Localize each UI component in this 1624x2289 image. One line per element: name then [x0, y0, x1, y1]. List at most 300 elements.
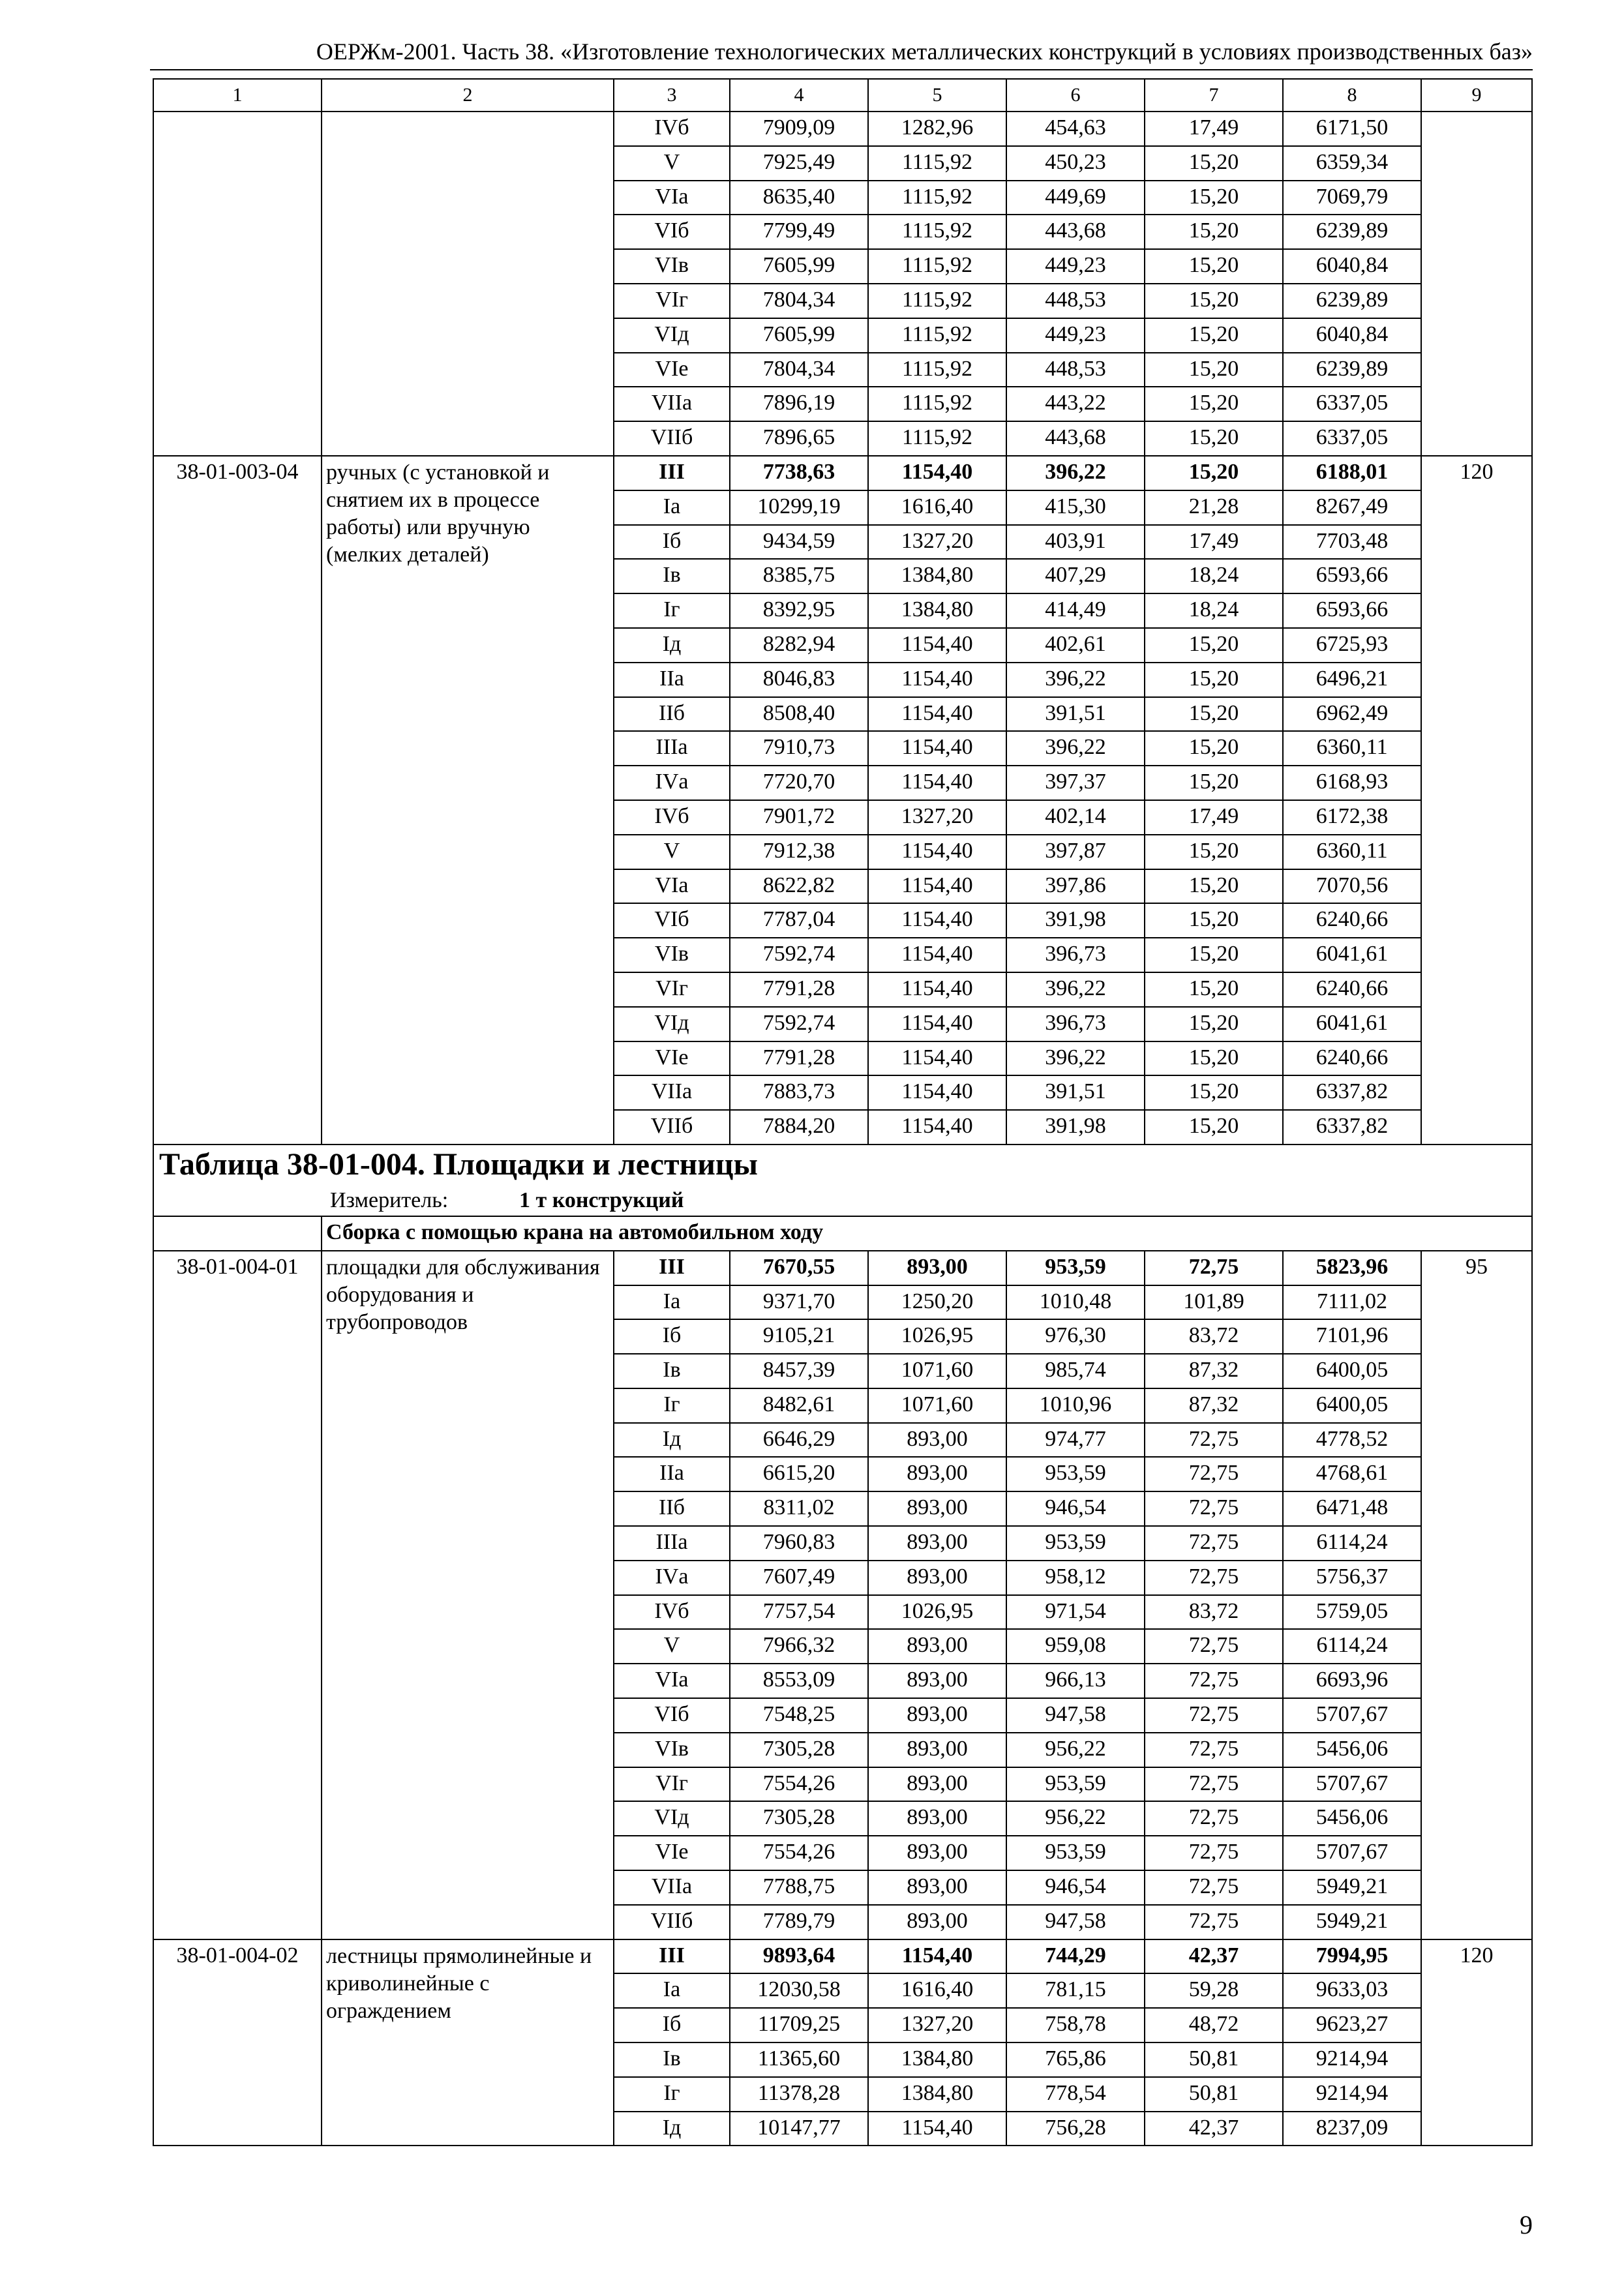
- value-cell: 396,22: [1006, 456, 1145, 490]
- value-cell: 1384,80: [868, 559, 1006, 593]
- value-cell: 397,86: [1006, 869, 1145, 904]
- value-cell: 11378,28: [730, 2077, 868, 2112]
- item-code: 38-01-003-04: [153, 456, 322, 1144]
- value-cell: 959,08: [1006, 1629, 1145, 1664]
- value-cell: 4778,52: [1283, 1423, 1421, 1458]
- value-cell: 7789,79: [730, 1905, 868, 1939]
- value-cell: 6337,82: [1283, 1110, 1421, 1144]
- zone-cell: Iв: [614, 1354, 730, 1388]
- value-cell: 5707,67: [1283, 1767, 1421, 1802]
- zone-cell: IVб: [614, 112, 730, 146]
- value-cell: 893,00: [868, 1561, 1006, 1595]
- zone-cell: IIа: [614, 1457, 730, 1491]
- value-cell: 72,75: [1145, 1870, 1283, 1905]
- value-cell: 72,75: [1145, 1561, 1283, 1595]
- value-cell: 7909,09: [730, 112, 868, 146]
- zone-cell: V: [614, 1629, 730, 1664]
- value-cell: 1115,92: [868, 215, 1006, 249]
- value-cell: 72,75: [1145, 1491, 1283, 1526]
- value-cell: 1010,96: [1006, 1388, 1145, 1423]
- value-cell: 15,20: [1145, 353, 1283, 387]
- col9-value: 120: [1421, 1939, 1532, 2146]
- value-cell: 7592,74: [730, 938, 868, 972]
- value-cell: 87,32: [1145, 1388, 1283, 1423]
- value-cell: 7607,49: [730, 1561, 868, 1595]
- value-cell: 6239,89: [1283, 353, 1421, 387]
- value-cell: 18,24: [1145, 593, 1283, 628]
- zone-cell: IIб: [614, 697, 730, 732]
- value-cell: 6041,61: [1283, 1007, 1421, 1041]
- value-cell: 1384,80: [868, 2042, 1006, 2077]
- zone-cell: VIа: [614, 869, 730, 904]
- value-cell: 5707,67: [1283, 1836, 1421, 1870]
- value-cell: 87,32: [1145, 1354, 1283, 1388]
- value-cell: 50,81: [1145, 2077, 1283, 2112]
- value-cell: 7788,75: [730, 1870, 868, 1905]
- table-body-38-01-004: [153, 1144, 1532, 2146]
- value-cell: 7592,74: [730, 1007, 868, 1041]
- value-cell: 15,20: [1145, 938, 1283, 972]
- value-cell: 6239,89: [1283, 215, 1421, 249]
- value-cell: 6693,96: [1283, 1664, 1421, 1698]
- value-cell: 6172,38: [1283, 800, 1421, 835]
- value-cell: 7757,54: [730, 1595, 868, 1630]
- value-cell: 15,20: [1145, 215, 1283, 249]
- value-cell: 893,00: [868, 1836, 1006, 1870]
- value-cell: 1616,40: [868, 1973, 1006, 2008]
- value-cell: 414,49: [1006, 593, 1145, 628]
- value-cell: 744,29: [1006, 1939, 1145, 1974]
- colnum-cell: 1: [153, 79, 322, 112]
- value-cell: 72,75: [1145, 1801, 1283, 1836]
- value-cell: 1616,40: [868, 490, 1006, 525]
- zone-cell: IVб: [614, 800, 730, 835]
- price-table: [153, 78, 1533, 2146]
- zone-cell: V: [614, 835, 730, 869]
- zone-cell: III: [614, 1251, 730, 1285]
- value-cell: 15,20: [1145, 731, 1283, 766]
- value-cell: 781,15: [1006, 1973, 1145, 2008]
- value-cell: 9623,27: [1283, 2008, 1421, 2042]
- value-cell: 1154,40: [868, 663, 1006, 697]
- value-cell: 956,22: [1006, 1801, 1145, 1836]
- value-cell: 402,61: [1006, 628, 1145, 663]
- zone-cell: V: [614, 146, 730, 181]
- value-cell: 893,00: [868, 1698, 1006, 1733]
- subheading-row: [153, 1216, 1532, 1251]
- value-cell: 449,23: [1006, 249, 1145, 284]
- value-cell: 48,72: [1145, 2008, 1283, 2042]
- value-cell: 6400,05: [1283, 1388, 1421, 1423]
- value-cell: 7070,56: [1283, 869, 1421, 904]
- value-cell: 449,23: [1006, 318, 1145, 353]
- value-cell: 443,68: [1006, 215, 1145, 249]
- value-cell: 15,20: [1145, 663, 1283, 697]
- value-cell: 7791,28: [730, 972, 868, 1007]
- value-cell: 6360,11: [1283, 835, 1421, 869]
- value-cell: 6168,93: [1283, 766, 1421, 800]
- value-cell: 443,22: [1006, 387, 1145, 421]
- zone-cell: VIIа: [614, 387, 730, 421]
- zone-cell: IVа: [614, 1561, 730, 1595]
- value-cell: 7111,02: [1283, 1285, 1421, 1320]
- value-cell: 6593,66: [1283, 593, 1421, 628]
- value-cell: 11709,25: [730, 2008, 868, 2042]
- value-cell: 6725,93: [1283, 628, 1421, 663]
- zone-cell: VIг: [614, 284, 730, 318]
- value-cell: 1071,60: [868, 1354, 1006, 1388]
- value-cell: 765,86: [1006, 2042, 1145, 2077]
- value-cell: 17,49: [1145, 800, 1283, 835]
- measure-value: 1 т конструкций: [519, 1188, 684, 1212]
- table-row: [153, 1939, 1532, 1974]
- value-cell: 83,72: [1145, 1319, 1283, 1354]
- value-cell: 391,51: [1006, 697, 1145, 732]
- value-cell: 7896,19: [730, 387, 868, 421]
- value-cell: 946,54: [1006, 1870, 1145, 1905]
- value-cell: 407,29: [1006, 559, 1145, 593]
- value-cell: 1154,40: [868, 972, 1006, 1007]
- value-cell: 396,73: [1006, 938, 1145, 972]
- description-cell-continued: [322, 112, 614, 456]
- value-cell: 391,51: [1006, 1075, 1145, 1110]
- value-cell: 6337,82: [1283, 1075, 1421, 1110]
- value-cell: 15,20: [1145, 146, 1283, 181]
- zone-cell: Iб: [614, 1319, 730, 1354]
- value-cell: 7896,65: [730, 421, 868, 456]
- value-cell: 15,20: [1145, 766, 1283, 800]
- value-cell: 6040,84: [1283, 249, 1421, 284]
- value-cell: 9434,59: [730, 525, 868, 560]
- measure-row: [153, 1187, 1532, 1216]
- value-cell: 1154,40: [868, 835, 1006, 869]
- value-cell: 1154,40: [868, 628, 1006, 663]
- value-cell: 415,30: [1006, 490, 1145, 525]
- value-cell: 11365,60: [730, 2042, 868, 2077]
- zone-cell: VIIа: [614, 1075, 730, 1110]
- zone-cell: IVа: [614, 766, 730, 800]
- value-cell: 893,00: [868, 1491, 1006, 1526]
- table-row: [153, 456, 1532, 490]
- value-cell: 1115,92: [868, 353, 1006, 387]
- value-cell: 1154,40: [868, 731, 1006, 766]
- value-cell: 756,28: [1006, 2112, 1145, 2146]
- zone-cell: IIIа: [614, 1526, 730, 1561]
- value-cell: 9214,94: [1283, 2042, 1421, 2077]
- value-cell: 893,00: [868, 1251, 1006, 1285]
- value-cell: 443,68: [1006, 421, 1145, 456]
- value-cell: 953,59: [1006, 1767, 1145, 1802]
- col9-continued: [1421, 112, 1532, 456]
- value-cell: 397,37: [1006, 766, 1145, 800]
- value-cell: 1010,48: [1006, 1285, 1145, 1320]
- zone-cell: IIIа: [614, 731, 730, 766]
- value-cell: 5823,96: [1283, 1251, 1421, 1285]
- value-cell: 1115,92: [868, 387, 1006, 421]
- value-cell: 6240,66: [1283, 1041, 1421, 1076]
- value-cell: 1115,92: [868, 181, 1006, 215]
- value-cell: 391,98: [1006, 1110, 1145, 1144]
- value-cell: 15,20: [1145, 456, 1283, 490]
- value-cell: 15,20: [1145, 972, 1283, 1007]
- value-cell: 5949,21: [1283, 1870, 1421, 1905]
- value-cell: 958,12: [1006, 1561, 1145, 1595]
- value-cell: 1154,40: [868, 2112, 1006, 2146]
- value-cell: 6359,34: [1283, 146, 1421, 181]
- zone-cell: Iа: [614, 1285, 730, 1320]
- value-cell: 4768,61: [1283, 1457, 1421, 1491]
- value-cell: 7966,32: [730, 1629, 868, 1664]
- zone-cell: VIе: [614, 1041, 730, 1076]
- value-cell: 15,20: [1145, 697, 1283, 732]
- zone-cell: IVб: [614, 1595, 730, 1630]
- value-cell: 6188,01: [1283, 456, 1421, 490]
- colnum-cell: 4: [730, 79, 868, 112]
- value-cell: 7101,96: [1283, 1319, 1421, 1354]
- value-cell: 448,53: [1006, 284, 1145, 318]
- zone-cell: VIд: [614, 318, 730, 353]
- value-cell: 7901,72: [730, 800, 868, 835]
- zone-cell: VIб: [614, 1698, 730, 1733]
- value-cell: 9105,21: [730, 1319, 868, 1354]
- value-cell: 15,20: [1145, 1075, 1283, 1110]
- value-cell: 7884,20: [730, 1110, 868, 1144]
- value-cell: 15,20: [1145, 318, 1283, 353]
- code-cell-continued: [153, 112, 322, 456]
- value-cell: 6400,05: [1283, 1354, 1421, 1388]
- value-cell: 7960,83: [730, 1526, 868, 1561]
- column-number-row: [153, 79, 1532, 112]
- value-cell: 976,30: [1006, 1319, 1145, 1354]
- item-description: ручных (с установкой и снятием их в процессе работы) или вручную (мелких деталей): [322, 456, 614, 1144]
- value-cell: 1154,40: [868, 766, 1006, 800]
- table-row: [153, 112, 1532, 146]
- table-title: Таблица 38-01-004. Площадки и лестницы: [153, 1144, 1532, 1187]
- value-cell: 5756,37: [1283, 1561, 1421, 1595]
- value-cell: 8282,94: [730, 628, 868, 663]
- value-cell: 7738,63: [730, 456, 868, 490]
- value-cell: 6360,11: [1283, 731, 1421, 766]
- value-cell: 8553,09: [730, 1664, 868, 1698]
- value-cell: 8482,61: [730, 1388, 868, 1423]
- value-cell: 8635,40: [730, 181, 868, 215]
- value-cell: 6040,84: [1283, 318, 1421, 353]
- value-cell: 6240,66: [1283, 903, 1421, 938]
- value-cell: 59,28: [1145, 1973, 1283, 2008]
- value-cell: 15,20: [1145, 869, 1283, 904]
- value-cell: 8385,75: [730, 559, 868, 593]
- zone-cell: VIв: [614, 249, 730, 284]
- value-cell: 403,91: [1006, 525, 1145, 560]
- value-cell: 9214,94: [1283, 2077, 1421, 2112]
- zone-cell: VIIб: [614, 421, 730, 456]
- zone-cell: IIб: [614, 1491, 730, 1526]
- value-cell: 1154,40: [868, 1007, 1006, 1041]
- value-cell: 1115,92: [868, 421, 1006, 456]
- zone-cell: IIа: [614, 663, 730, 697]
- value-cell: 72,75: [1145, 1664, 1283, 1698]
- value-cell: 7069,79: [1283, 181, 1421, 215]
- colnum-cell: 5: [868, 79, 1006, 112]
- value-cell: 7305,28: [730, 1801, 868, 1836]
- value-cell: 72,75: [1145, 1526, 1283, 1561]
- zone-cell: VIе: [614, 353, 730, 387]
- value-cell: 985,74: [1006, 1354, 1145, 1388]
- value-cell: 15,20: [1145, 903, 1283, 938]
- value-cell: 893,00: [868, 1801, 1006, 1836]
- zone-cell: Iб: [614, 2008, 730, 2042]
- value-cell: 893,00: [868, 1767, 1006, 1802]
- value-cell: 42,37: [1145, 2112, 1283, 2146]
- value-cell: 953,59: [1006, 1836, 1145, 1870]
- value-cell: 1384,80: [868, 593, 1006, 628]
- value-cell: 72,75: [1145, 1767, 1283, 1802]
- item-code: 38-01-004-02: [153, 1939, 322, 2146]
- zone-cell: VIIб: [614, 1905, 730, 1939]
- value-cell: 7305,28: [730, 1733, 868, 1767]
- zone-cell: VIIб: [614, 1110, 730, 1144]
- measure-line: [153, 1187, 1532, 1216]
- value-cell: 1154,40: [868, 869, 1006, 904]
- value-cell: 1154,40: [868, 697, 1006, 732]
- value-cell: 7883,73: [730, 1075, 868, 1110]
- table-body-continued: [153, 79, 1532, 1144]
- value-cell: 947,58: [1006, 1698, 1145, 1733]
- zone-cell: Iд: [614, 2112, 730, 2146]
- colnum-cell: 2: [322, 79, 614, 112]
- value-cell: 7605,99: [730, 318, 868, 353]
- value-cell: 1327,20: [868, 2008, 1006, 2042]
- value-cell: 893,00: [868, 1526, 1006, 1561]
- value-cell: 72,75: [1145, 1836, 1283, 1870]
- value-cell: 1115,92: [868, 284, 1006, 318]
- value-cell: 7925,49: [730, 146, 868, 181]
- value-cell: 1154,40: [868, 903, 1006, 938]
- value-cell: 956,22: [1006, 1733, 1145, 1767]
- item-code: 38-01-004-01: [153, 1251, 322, 1939]
- value-cell: 953,59: [1006, 1251, 1145, 1285]
- value-cell: 974,77: [1006, 1423, 1145, 1458]
- col9-value: 120: [1421, 456, 1532, 1144]
- value-cell: 6646,29: [730, 1423, 868, 1458]
- value-cell: 12030,58: [730, 1973, 868, 2008]
- value-cell: 7804,34: [730, 353, 868, 387]
- item-description: лестницы прямолинейные и криволинейные с ограждением: [322, 1939, 614, 2146]
- value-cell: 1115,92: [868, 249, 1006, 284]
- value-cell: 6471,48: [1283, 1491, 1421, 1526]
- value-cell: 6114,24: [1283, 1629, 1421, 1664]
- value-cell: 7787,04: [730, 903, 868, 938]
- colnum-cell: 7: [1145, 79, 1283, 112]
- value-cell: 7605,99: [730, 249, 868, 284]
- value-cell: 8046,83: [730, 663, 868, 697]
- value-cell: 72,75: [1145, 1423, 1283, 1458]
- colnum-cell: 9: [1421, 79, 1532, 112]
- zone-cell: VIв: [614, 938, 730, 972]
- zone-cell: VIг: [614, 972, 730, 1007]
- zone-cell: VIб: [614, 903, 730, 938]
- value-cell: 1154,40: [868, 456, 1006, 490]
- value-cell: 6615,20: [730, 1457, 868, 1491]
- header-rule: [150, 69, 1533, 70]
- zone-cell: VIв: [614, 1733, 730, 1767]
- value-cell: 8508,40: [730, 697, 868, 732]
- zone-cell: Iд: [614, 628, 730, 663]
- value-cell: 893,00: [868, 1870, 1006, 1905]
- zone-cell: VIд: [614, 1801, 730, 1836]
- value-cell: 893,00: [868, 1457, 1006, 1491]
- value-cell: 15,20: [1145, 628, 1283, 663]
- value-cell: 1026,95: [868, 1595, 1006, 1630]
- value-cell: 83,72: [1145, 1595, 1283, 1630]
- value-cell: 17,49: [1145, 112, 1283, 146]
- subheading-blank: [153, 1216, 322, 1251]
- zone-cell: Iг: [614, 2077, 730, 2112]
- item-description: площадки для обслуживания оборудования и трубопроводов: [322, 1251, 614, 1939]
- value-cell: 893,00: [868, 1905, 1006, 1939]
- value-cell: 5949,21: [1283, 1905, 1421, 1939]
- value-cell: 6041,61: [1283, 938, 1421, 972]
- value-cell: 391,98: [1006, 903, 1145, 938]
- value-cell: 7670,55: [730, 1251, 868, 1285]
- value-cell: 971,54: [1006, 1595, 1145, 1630]
- value-cell: 1154,40: [868, 938, 1006, 972]
- value-cell: 10147,77: [730, 2112, 868, 2146]
- value-cell: 101,89: [1145, 1285, 1283, 1320]
- value-cell: 8267,49: [1283, 490, 1421, 525]
- zone-cell: VIб: [614, 215, 730, 249]
- value-cell: 8237,09: [1283, 2112, 1421, 2146]
- value-cell: 7799,49: [730, 215, 868, 249]
- value-cell: 1071,60: [868, 1388, 1006, 1423]
- value-cell: 6337,05: [1283, 387, 1421, 421]
- value-cell: 1154,40: [868, 1939, 1006, 1974]
- value-cell: 396,22: [1006, 663, 1145, 697]
- value-cell: 396,73: [1006, 1007, 1145, 1041]
- zone-cell: III: [614, 456, 730, 490]
- value-cell: 396,22: [1006, 972, 1145, 1007]
- value-cell: 72,75: [1145, 1698, 1283, 1733]
- value-cell: 7554,26: [730, 1836, 868, 1870]
- value-cell: 6593,66: [1283, 559, 1421, 593]
- value-cell: 953,59: [1006, 1457, 1145, 1491]
- zone-cell: Iа: [614, 1973, 730, 2008]
- value-cell: 7804,34: [730, 284, 868, 318]
- value-cell: 6496,21: [1283, 663, 1421, 697]
- value-cell: 1327,20: [868, 800, 1006, 835]
- value-cell: 893,00: [868, 1733, 1006, 1767]
- colnum-cell: 6: [1006, 79, 1145, 112]
- running-header: ОЕРЖм-2001. Часть 38. «Изготовление технологических металлических конструкций в условиях производственных баз»: [316, 38, 1533, 65]
- value-cell: 758,78: [1006, 2008, 1145, 2042]
- value-cell: 50,81: [1145, 2042, 1283, 2077]
- value-cell: 396,22: [1006, 731, 1145, 766]
- value-cell: 5456,06: [1283, 1733, 1421, 1767]
- value-cell: 7912,38: [730, 835, 868, 869]
- value-cell: 15,20: [1145, 387, 1283, 421]
- value-cell: 1115,92: [868, 146, 1006, 181]
- value-cell: 397,87: [1006, 835, 1145, 869]
- value-cell: 15,20: [1145, 835, 1283, 869]
- value-cell: 1026,95: [868, 1319, 1006, 1354]
- value-cell: 18,24: [1145, 559, 1283, 593]
- value-cell: 9633,03: [1283, 1973, 1421, 2008]
- zone-cell: Iв: [614, 559, 730, 593]
- value-cell: 1384,80: [868, 2077, 1006, 2112]
- value-cell: 72,75: [1145, 1457, 1283, 1491]
- value-cell: 448,53: [1006, 353, 1145, 387]
- value-cell: 7791,28: [730, 1041, 868, 1076]
